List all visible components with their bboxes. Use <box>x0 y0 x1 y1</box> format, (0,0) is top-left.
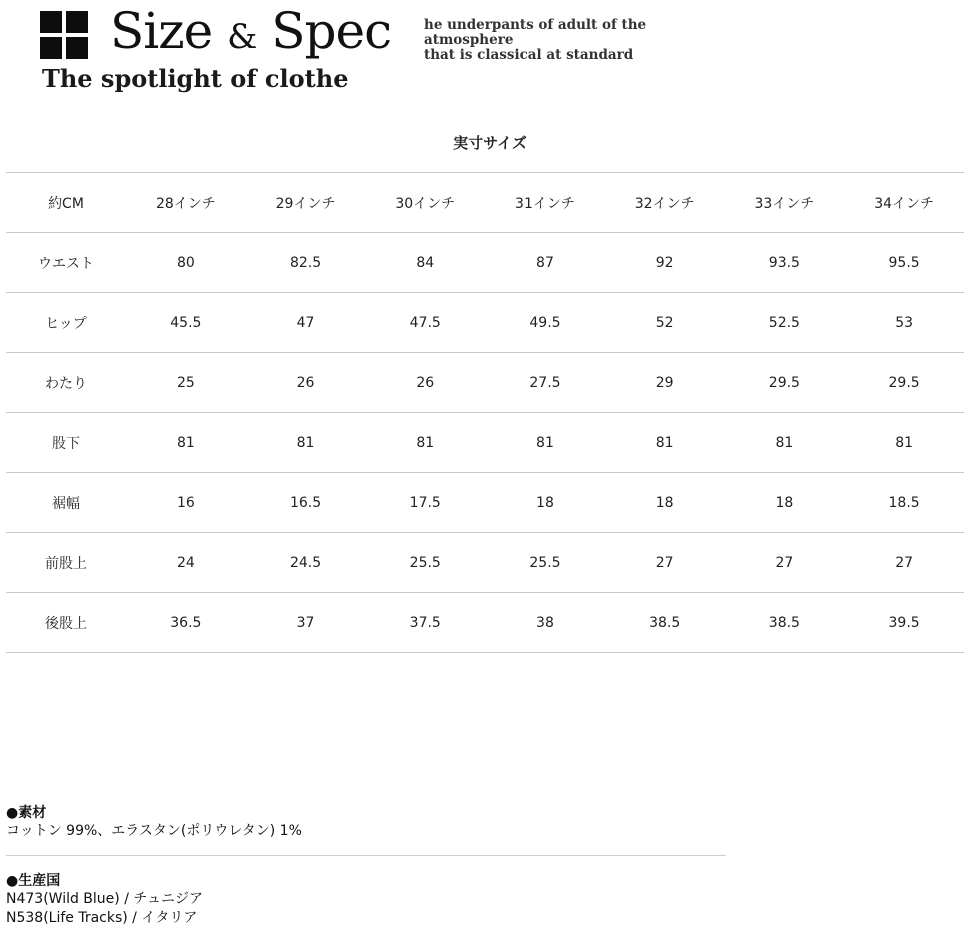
table-cell: 38.5 <box>605 593 725 653</box>
brand-logo-text <box>110 2 391 60</box>
table-row <box>6 593 964 653</box>
table-row <box>6 293 964 353</box>
table-row <box>6 233 964 293</box>
table-cell: 27.5 <box>485 353 605 413</box>
brand-tagline: The spotlight of clothe <box>42 64 349 93</box>
column-header: 約CM <box>6 173 126 233</box>
table-cell: 52 <box>605 293 725 353</box>
logo-squares-icon <box>40 11 88 59</box>
table-cell: 18 <box>485 473 605 533</box>
table-cell: 16 <box>126 473 246 533</box>
table-cell: 25.5 <box>485 533 605 593</box>
table-cell: 47 <box>246 293 366 353</box>
brand-word-spec: Spec <box>271 2 392 60</box>
table-cell: 80 <box>126 233 246 293</box>
table-cell: 25 <box>126 353 246 413</box>
table-cell: 25.5 <box>365 533 485 593</box>
material-text: コットン 99%、エラスタン(ポリウレタン) 1% <box>6 823 302 839</box>
origin-line: N473(Wild Blue) / チュニジア <box>6 891 203 907</box>
table-cell: 16.5 <box>246 473 366 533</box>
table-cell: 92 <box>605 233 725 293</box>
table-cell: 87 <box>485 233 605 293</box>
row-label: ヒップ <box>6 293 126 353</box>
column-header: 29インチ <box>246 173 366 233</box>
brand-blurb <box>424 18 740 63</box>
divider <box>6 855 726 856</box>
table-cell: 38.5 <box>725 593 845 653</box>
table-cell: 52.5 <box>725 293 845 353</box>
row-label: 裾幅 <box>6 473 126 533</box>
column-header: 34インチ <box>844 173 964 233</box>
product-notes <box>6 804 726 928</box>
table-cell: 18 <box>725 473 845 533</box>
table-cell: 17.5 <box>365 473 485 533</box>
column-header: 28インチ <box>126 173 246 233</box>
table-cell: 39.5 <box>844 593 964 653</box>
table-cell: 29 <box>605 353 725 413</box>
brand-ampersand: & <box>227 17 257 57</box>
row-label: わたり <box>6 353 126 413</box>
table-cell: 29.5 <box>844 353 964 413</box>
blurb-line: he underpants of adult of the atmosphere <box>424 17 647 48</box>
column-header: 32インチ <box>605 173 725 233</box>
table-cell: 36.5 <box>126 593 246 653</box>
table-cell: 81 <box>725 413 845 473</box>
table-cell: 26 <box>365 353 485 413</box>
table-cell: 53 <box>844 293 964 353</box>
column-header: 30インチ <box>365 173 485 233</box>
table-cell: 45.5 <box>126 293 246 353</box>
row-label: 前股上 <box>6 533 126 593</box>
table-cell: 81 <box>246 413 366 473</box>
table-cell: 81 <box>844 413 964 473</box>
column-header: 33インチ <box>725 173 845 233</box>
table-row <box>6 533 964 593</box>
table-cell: 18 <box>605 473 725 533</box>
table-header-row <box>6 173 964 233</box>
table-cell: 81 <box>485 413 605 473</box>
table-cell: 81 <box>126 413 246 473</box>
table-cell: 37 <box>246 593 366 653</box>
table-cell: 49.5 <box>485 293 605 353</box>
row-label: ウエスト <box>6 233 126 293</box>
size-spec-table <box>6 172 964 653</box>
table-row <box>6 413 964 473</box>
brand-word-size: Size <box>110 2 213 60</box>
table-cell: 81 <box>605 413 725 473</box>
table-cell: 27 <box>605 533 725 593</box>
size-table-title: 実寸サイズ <box>453 134 527 152</box>
table-row <box>6 473 964 533</box>
brand-header <box>40 2 740 98</box>
table-cell: 84 <box>365 233 485 293</box>
table-cell: 24 <box>126 533 246 593</box>
table-cell: 95.5 <box>844 233 964 293</box>
row-label: 後股上 <box>6 593 126 653</box>
table-row <box>6 353 964 413</box>
origin-line: N538(Life Tracks) / イタリア <box>6 910 198 926</box>
table-cell: 27 <box>725 533 845 593</box>
table-cell: 27 <box>844 533 964 593</box>
table-cell: 37.5 <box>365 593 485 653</box>
table-cell: 81 <box>365 413 485 473</box>
origin-heading: ●生産国 <box>6 873 61 889</box>
table-cell: 93.5 <box>725 233 845 293</box>
table-cell: 82.5 <box>246 233 366 293</box>
table-cell: 18.5 <box>844 473 964 533</box>
table-cell: 26 <box>246 353 366 413</box>
table-cell: 38 <box>485 593 605 653</box>
material-heading: ●素材 <box>6 805 47 821</box>
table-cell: 29.5 <box>725 353 845 413</box>
table-cell: 47.5 <box>365 293 485 353</box>
blurb-line: that is classical at standard <box>424 47 634 63</box>
column-header: 31インチ <box>485 173 605 233</box>
row-label: 股下 <box>6 413 126 473</box>
table-cell: 24.5 <box>246 533 366 593</box>
